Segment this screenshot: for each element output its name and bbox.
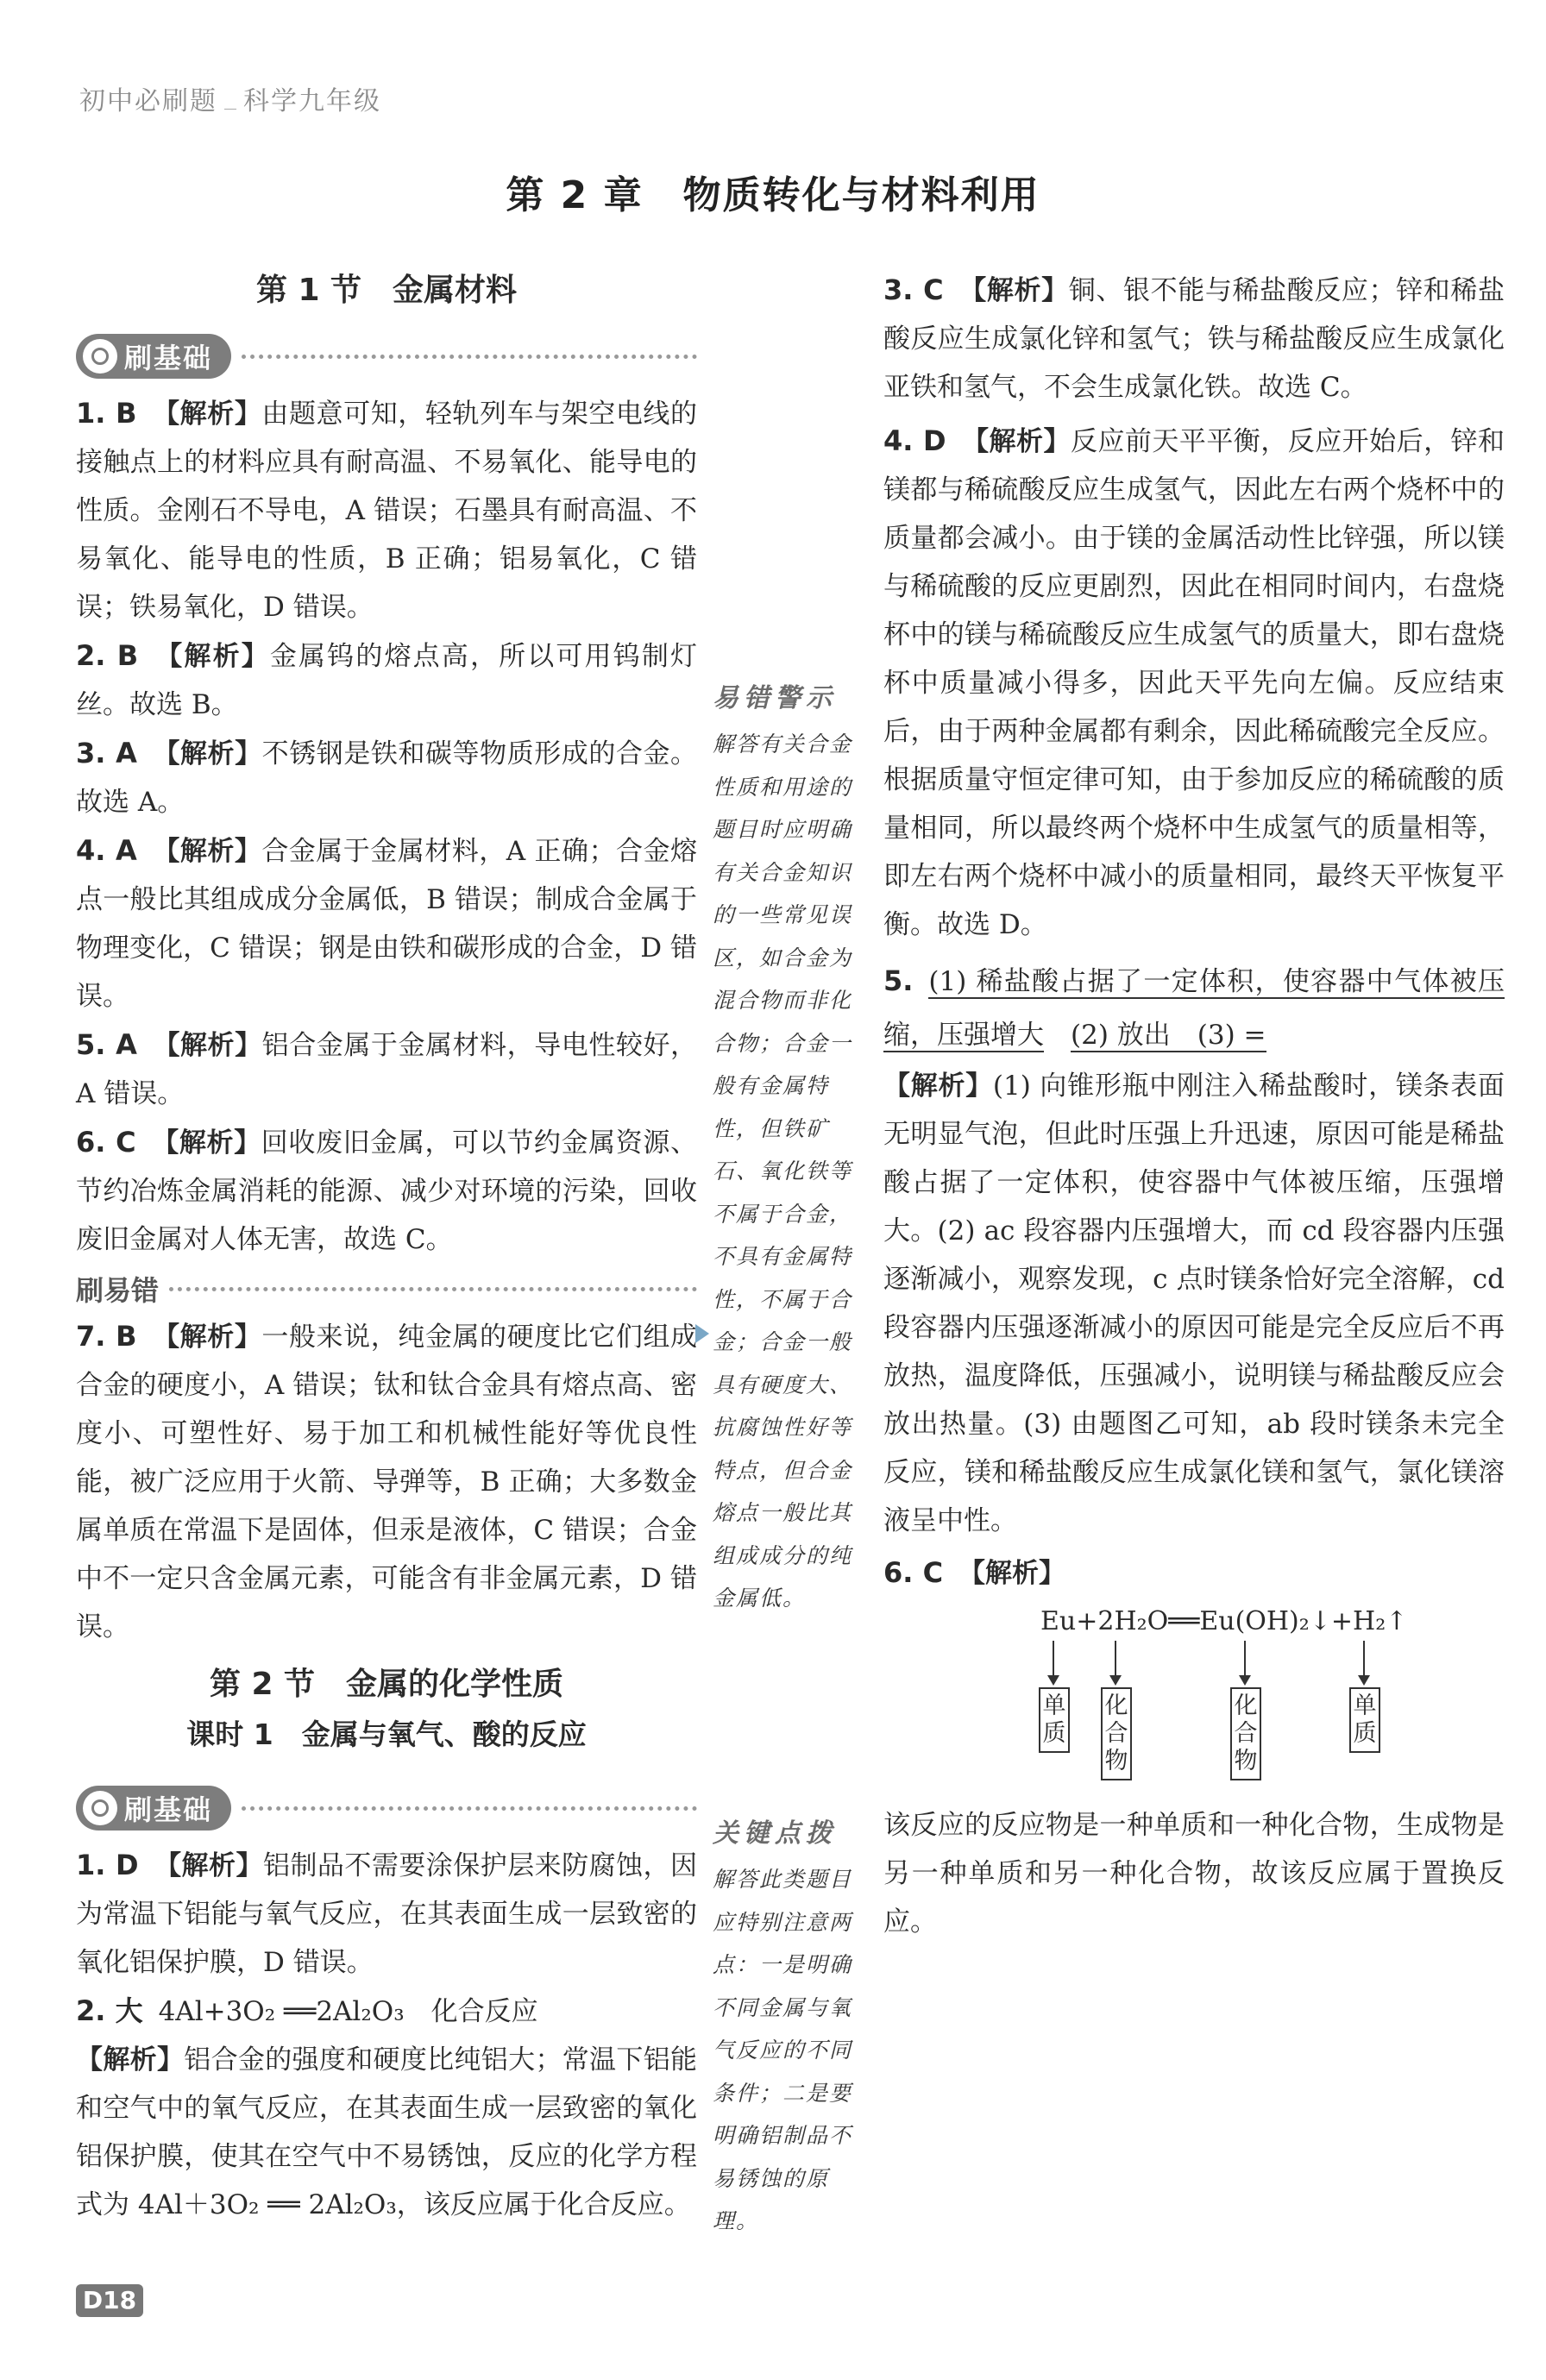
answer-key: (2) 放出 (3) = bbox=[1071, 1020, 1266, 1051]
arrow-down-icon bbox=[1053, 1641, 1054, 1684]
answer-text: 合金属于金属材料，A 正确；合金熔点一般比其组成成分金属低，B 错误；制成合金属于物理变化，C 错误；钢是由铁和碳形成的合金，D 错误。 bbox=[76, 836, 697, 1012]
answer-num: 2. 大 bbox=[76, 1994, 143, 2027]
note-body: 解答有关合金性质和用途的题目时应明确有关合金知识的一些常见误区，如合金为混合物而非化合物；合金一般有金属特性，但铁矿石、氧化铁等不属于合金，不具有金属特性，不属于合金；合金一般具有硬度大、抗腐蚀性好等特点，但合金熔点一般比其组成成分的纯金属低。 bbox=[713, 732, 853, 1611]
label-error: 刷易错 bbox=[76, 1274, 160, 1307]
analysis-tag: 【解析】 bbox=[152, 738, 262, 769]
analysis-tag: 【解析】 bbox=[76, 2044, 185, 2075]
badge-row-basic bbox=[76, 330, 697, 382]
side-note-error-warning bbox=[713, 676, 864, 1620]
analysis-tag: 【解析】 bbox=[152, 1030, 262, 1061]
answer-item bbox=[76, 1020, 697, 1118]
answer-key: (1) 稀盐酸占据了一定体积，使容器中气体被压缩，压强增大 bbox=[883, 966, 1505, 1051]
classification-box: 化合物 bbox=[1101, 1687, 1132, 1780]
reaction-diagram bbox=[883, 1606, 1505, 1796]
answer-text: (1) 向锥形瓶中刚注入稀盐酸时，镁条表面无明显气泡，但此时压强上升迅速，原因可能是稀盐酸占据了一定体积，使容器中气体被压缩，压强增大。(2) ac 段容器内压强增大，而 cd 段容器内压强逐渐减小，观察发现，c 点时镁条恰好完全溶解，cd 段容器内压强逐渐减小的原因可能是完全反应后不再放热，温度降低，压强减小，说明镁与稀盐酸反应会放出热量。(3) 由题图乙可知，ab 段时镁条未完全反应，镁和稀盐酸反应生成氯化镁和氢气，氯化镁溶液呈中性。 bbox=[883, 1071, 1505, 1536]
answer-num: 6. C bbox=[76, 1126, 136, 1159]
answer-item bbox=[883, 1548, 1505, 1598]
analysis-tag: 【解析】 bbox=[958, 1558, 1066, 1589]
answer-num: 3. A bbox=[76, 737, 137, 769]
classification-box: 单质 bbox=[1039, 1687, 1070, 1753]
reaction-equation: Eu+2H₂O══Eu(OH)₂↓+H₂↑ bbox=[1040, 1606, 1408, 1636]
answer-text: 回收废旧金属，可以节约金属资源、节约冶炼金属消耗的能源、减少对环境的污染，回收废旧金属对人体无害，故选 C。 bbox=[76, 1127, 698, 1255]
arrow-down-icon bbox=[1115, 1641, 1116, 1684]
note-body: 解答此类题目应特别注意两点：一是明确不同金属与氧气反应的不同条件；二是要明确铝制品不易锈蚀的原理。 bbox=[713, 1867, 853, 2233]
chapter-title: 第 2 章 物质转化与材料利用 bbox=[506, 173, 1040, 217]
analysis-tag: 【解析】 bbox=[151, 1127, 261, 1159]
answer-text: 一般来说，纯金属的硬度比它们组成合金的硬度小，A 错误；钛和钛合金具有熔点高、密度小、可塑性好、易于加工和机械性能好等优良性能，被广泛应用于火箭、导弹等，B 正确；大多数金属单质在常温下是固体，但汞是液体，C 错误；合金中不一定只含金属元素，可能含有非金属元素，D 错误。 bbox=[76, 1322, 698, 1642]
answer-item bbox=[76, 826, 697, 1020]
answer-text-block: 该反应的反应物是一种单质和一种化合物，生成物是另一种单质和另一种化合物，故该反应属于置换反应。 bbox=[883, 1810, 1505, 1937]
answer-num: 5. A bbox=[76, 1028, 137, 1061]
badge-basic-label: 刷基础 bbox=[124, 1793, 213, 1826]
arrow-down-icon bbox=[1244, 1641, 1246, 1684]
dotted-divider bbox=[242, 355, 697, 359]
answer-num: 7. B bbox=[76, 1320, 137, 1353]
page-number: D18 bbox=[76, 2284, 143, 2317]
answer-num: 1. D bbox=[76, 1849, 139, 1881]
answer-text: 不锈钢是铁和碳等物质形成的合金。故选 A。 bbox=[76, 738, 698, 818]
answer-item bbox=[883, 417, 1505, 949]
badge-basic bbox=[76, 334, 231, 379]
section2-title: 第 2 节 金属的化学性质 bbox=[209, 1667, 564, 1702]
answer-text: 由题意可知，轻轨列车与架空电线的接触点上的材料应具有耐高温、不易氧化、能导电的性质。金刚石不导电，A 错误；石墨具有耐高温、不易氧化、能导电的性质，B 正确；铝易氧化，C 错误；铁易氧化，D 错误。 bbox=[76, 399, 698, 623]
brush-icon bbox=[83, 1791, 117, 1825]
analysis-tag: 【解析】 bbox=[152, 1322, 262, 1353]
answer-item bbox=[76, 389, 697, 631]
subject-name: 科学九年级 bbox=[243, 86, 381, 116]
answer-text: 金属钨的熔点高，所以可用钨制灯丝。故选 B。 bbox=[76, 641, 698, 720]
book-name: 初中必刷题 bbox=[79, 86, 217, 116]
analysis-tag: 【解析】 bbox=[961, 426, 1071, 457]
note-title: 关键点拨 bbox=[713, 1818, 837, 1849]
analysis-tag: 【解析】 bbox=[154, 641, 270, 672]
answer-text: 铝制品不需要涂保护层来防腐蚀，因为常温下铝能与氧气反应，在其表面生成一层致密的氧化铝保护膜，D 错误。 bbox=[76, 1850, 698, 1978]
label-row-error bbox=[76, 1269, 697, 1309]
answer-item bbox=[76, 1987, 697, 2036]
answer-num: 3. C bbox=[883, 273, 944, 306]
dotted-divider bbox=[242, 1806, 697, 1811]
classification-box: 单质 bbox=[1349, 1687, 1380, 1753]
answer-num: 4. A bbox=[76, 834, 137, 867]
answer-text: 铝合金属于金属材料，导电性较好，A 错误。 bbox=[76, 1030, 698, 1109]
badge-basic2 bbox=[76, 1786, 231, 1831]
analysis-tag: 【解析】 bbox=[154, 1850, 263, 1881]
answer-text: 铝合金的强度和硬度比纯铝大；常温下铝能和空气中的氧气反应，在其表面生成一层致密的氧化铝保护膜，使其在空气中不易锈蚀，反应的化学方程式为 4Al＋3O₂ ══ 2Al₂O₃，该反应属于化合反应。 bbox=[76, 2044, 698, 2220]
analysis-tag: 【解析】 bbox=[958, 275, 1069, 306]
answer-key: 4Al+3O₂ ══2Al₂O₃ 化合反应 bbox=[158, 1996, 538, 2027]
answer-text: 铜、银不能与稀盐酸反应；锌和稀盐酸反应生成氯化锌和氢气；铁与稀盐酸反应生成氯化亚铁和氢气，不会生成氯化铁。故选 C。 bbox=[883, 275, 1505, 403]
arrow-down-icon bbox=[1363, 1641, 1365, 1684]
answer-num: 5. bbox=[883, 964, 914, 997]
answer-item bbox=[883, 266, 1505, 411]
side-note-key-point bbox=[713, 1812, 864, 2243]
left-column bbox=[76, 266, 697, 2229]
badge-basic-label: 刷基础 bbox=[124, 342, 213, 374]
dotted-divider bbox=[169, 1287, 697, 1291]
analysis-tag: 【解析】 bbox=[152, 399, 262, 430]
answer-item bbox=[883, 954, 1505, 1062]
answer-num: 2. B bbox=[76, 639, 139, 672]
analysis-tag: 【解析】 bbox=[152, 836, 262, 867]
answer-item bbox=[76, 2036, 697, 2229]
section1-title: 第 1 节 金属材料 bbox=[255, 273, 518, 308]
brush-icon bbox=[83, 339, 117, 374]
answer-text: 反应前天平平衡，反应开始后，锌和镁都与稀硫酸反应生成氢气，因此左右两个烧杯中的质量都会减小。由于镁的金属活动性比锌强，所以镁与稀硫酸的反应更剧烈，因此在相同时间内，右盘烧杯中的镁与稀硫酸反应生成氢气的质量大，即右盘烧杯中质量减小得多，因此天平先向左偏。反应结束后，由于两种金属都有剩余，因此稀硫酸完全反应。根据质量守恒定律可知，由于参加反应的稀硫酸的质量相同，所以最终两个烧杯中生成氢气的质量相等，即左右两个烧杯中减小的质量相同，最终天平恢复平衡。故选 D。 bbox=[883, 426, 1505, 940]
answer-item bbox=[76, 631, 697, 729]
classification-box: 化合物 bbox=[1230, 1687, 1261, 1780]
right-column bbox=[883, 266, 1505, 1946]
answer-num: 6. C bbox=[883, 1556, 944, 1589]
answer-item bbox=[76, 1312, 697, 1651]
answer-num: 4. D bbox=[883, 424, 946, 457]
note-title: 易错警示 bbox=[713, 683, 837, 713]
answer-num: 1. B bbox=[76, 397, 137, 430]
pointer-arrow-icon bbox=[695, 1324, 709, 1343]
analysis-tag: 【解析】 bbox=[883, 1071, 993, 1102]
answer-item bbox=[76, 729, 697, 826]
page-header bbox=[79, 79, 381, 117]
answer-item bbox=[883, 1062, 1505, 1545]
answer-item bbox=[76, 1841, 697, 1987]
lesson1-title: 课时 1 金属与氧气、酸的反应 bbox=[186, 1717, 587, 1751]
answer-item bbox=[76, 1118, 697, 1264]
badge-row-basic2 bbox=[76, 1782, 697, 1834]
